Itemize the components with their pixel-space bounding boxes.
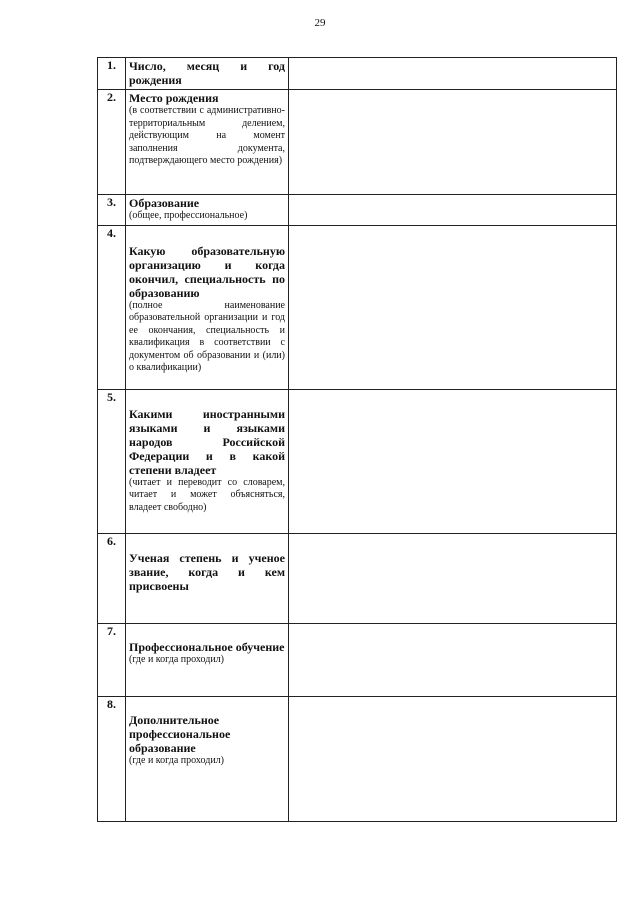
row-note: (полное наименование образовательной организации и год ее окончания, специальность и квалификация в соответствии с документом об образовании и (или) о квалификации) — [129, 299, 285, 373]
row-label-cell — [126, 58, 289, 90]
answer-field-education[interactable] — [289, 195, 617, 226]
row-label-cell — [126, 90, 289, 195]
row-note: (где и когда проходил) — [129, 754, 224, 766]
row-number: 2. — [98, 90, 126, 195]
answer-field-institution[interactable] — [289, 225, 617, 389]
row-title: Место рождения — [129, 91, 219, 105]
row-number: 4. — [98, 225, 126, 389]
row-label-cell — [126, 225, 289, 389]
form-row-institution — [98, 225, 617, 389]
row-note: (читает и переводит со словарем, читает и может объясняться, владеет свободно) — [129, 476, 285, 513]
row-number: 5. — [98, 389, 126, 533]
row-title: Ученая степень и ученое звание, когда и кем присвоены — [129, 550, 285, 593]
row-title: Образование — [129, 196, 200, 210]
row-note: (где и когда проходил) — [129, 653, 224, 665]
answer-field-professional-training[interactable] — [289, 623, 617, 696]
row-title: Дополнительное профессиональное образование — [129, 712, 231, 755]
row-label-cell — [126, 195, 289, 226]
answer-field-languages[interactable] — [289, 389, 617, 533]
row-title: Профессиональное обучение — [129, 639, 285, 654]
row-label-cell — [126, 533, 289, 623]
answer-field-birth-date[interactable] — [289, 58, 617, 90]
row-number: 6. — [98, 533, 126, 623]
form-row-birth-place — [98, 90, 617, 195]
row-number: 3. — [98, 195, 126, 226]
row-note: (в соответствии с административно-территориальным делением, действующим на момент заполнения документа, подтверждающего место рождения) — [129, 105, 285, 166]
row-title: Какую образовательную организацию и когда окончил, специальность по образованию — [129, 243, 285, 300]
answer-field-academic-degree[interactable] — [289, 533, 617, 623]
row-number: 8. — [98, 696, 126, 821]
form-row-languages — [98, 389, 617, 533]
row-title: Число, месяц и год рождения — [129, 59, 285, 87]
form-row-additional-education — [98, 696, 617, 821]
page-number: 29 — [314, 17, 326, 29]
answer-field-additional-education[interactable] — [289, 696, 617, 821]
row-note: (общее, профессиональное) — [129, 210, 248, 221]
form-row-academic-degree — [98, 533, 617, 623]
row-label-cell — [126, 623, 289, 696]
row-number: 1. — [98, 58, 126, 90]
form-row-education — [98, 195, 617, 226]
row-label-cell — [126, 696, 289, 821]
form-row-birth-date — [98, 58, 617, 90]
personal-data-form-table — [97, 57, 617, 822]
row-number: 7. — [98, 623, 126, 696]
row-title: Какими иностранными языками и языками народов Российской Федерации и в какой степени владеет — [129, 406, 285, 477]
row-label-cell — [126, 389, 289, 533]
form-row-professional-training — [98, 623, 617, 696]
answer-field-birth-place[interactable] — [289, 90, 617, 195]
